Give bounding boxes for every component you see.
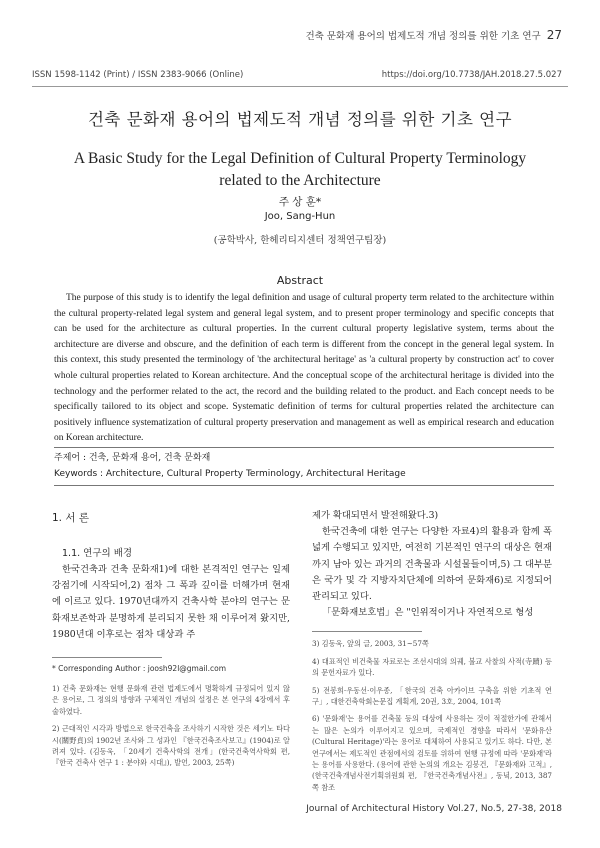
journal-footer: Journal of Architectural History Vol.27, No.5, 27-38, 2018 (306, 804, 562, 814)
keywords-english: Keywords : Architecture, Cultural Property Terminology, Architectural Heritage (54, 469, 406, 479)
title-english-line1: A Basic Study for the Legal Definition of Cultural Property Terminology (73, 150, 527, 167)
right-column (312, 508, 552, 799)
author-affiliation: (공학박사, 한헤리티지센터 정책연구팀장) (213, 235, 387, 246)
title-korean: 건축 문화재 용어의 법제도적 개념 정의를 위한 기초 연구 (87, 110, 513, 129)
intro-paragraph: 한국건축과 건축 문화재1)에 대한 본격적인 연구는 일제강점기에 시작되어,2) 점차 그 폭과 깊이를 더해가며 현재에 이르고 있다. 1970년대까지 건축사학 분야의 연구는 문화재보존학과 분명하게 분리되지 못한 채 이루어져 왔지만, 1980년대 이후로는 점차 대상과 주 (52, 564, 290, 640)
abstract-heading: Abstract (276, 274, 324, 287)
keywords-box (54, 447, 554, 486)
abstract-text: The purpose of this study is to identify the legal definition and usage of cultural property term related to the architecture within the cultural property-related legal system and general legal system, and to present proper terminology and specific concepts that can be used for the architecture as cultural properties. In the current cultural property legislative system, terms about the architecture are diverse and obscure, and the definition of each term is different from the concept in the general legal system. In this context, this study presented the terminology of 'the architectural heritage' as 'a cultural property by construction act' to cover whole cultural properties related to Korean architecture. And the conceptual scope of the architectural heritage is divided into the technology and the performer related to the act, the record and the building related to the product. and Each concept needs to be specifically tailored to its object and scope. Systematic definition of terms for cultural properties related the architecture can positively influence systematization of cultural property preservation and management as well as empirical research and education on Korean architecture. (54, 293, 554, 444)
doi-link[interactable]: https://doi.org/10.7738/JAH.2018.27.5.027 (381, 70, 562, 80)
left-column (52, 510, 290, 775)
footnote-divider-right (312, 631, 422, 632)
running-title: 건축 문화재 용어의 법제도적 개념 정의를 위한 기초 연구 (305, 31, 541, 42)
running-header (305, 28, 562, 42)
paragraph-2: 「문화재보호법」은 "인위적이거나 자연적으로 형성 (322, 607, 534, 619)
keywords-korean: 주제어 : 건축, 문화재 용어, 건축 문화재 (54, 453, 211, 463)
footnote-divider (52, 657, 162, 658)
footnote-4: 4) 대표적인 비건축물 자료로는 조선시대의 의궤, 불교 사찰의 사적(寺蹟) 등의 문헌자료가 있다. (312, 656, 552, 678)
footnote-6: 6) '문화재'는 용어를 건축물 등의 대상에 사용하는 것이 적절한가에 관해서는 많은 논의가 이루어지고 있으며, 국제적인 경향을 따라서 '문화유산(Cultural Heritage)'라는 용어로 대체하여 사용되고 있기도 하다. 다만, 본 연구에서는 제도적인 관점에서의 검토를 위하여 현행 규정에 따라 '문화재'라는 용어를 사용한다. (용어에 관한 논의의 개요는 김봉건, 『문화재와 고적』, (한국건축개념사전기획위원회 편, 『한국건축개념사전』, 동녘, 2013, 387쪽 참조 (312, 714, 552, 792)
paragraph-1: 한국건축에 대한 연구는 다양한 자료4)의 활용과 함께 폭넓게 수행되고 있지만, 여전히 기본적인 연구의 대상은 현재까지 남아 있는 과거의 건축물과 시설물들이며,5) 그 대부분은 국가 및 각 지방자치단체에 의하여 문화재6)로 지정되어 관리되고 있다. (312, 526, 552, 603)
header-divider (32, 86, 568, 87)
title-english-line2: related to the Architecture (219, 172, 381, 189)
footnote-3: 3) 김동욱, 앞의 글, 2003, 31~57쪽 (312, 639, 429, 649)
title-english (0, 148, 600, 192)
author-english: Joo, Sang-Hun (264, 211, 336, 222)
issn: ISSN 1598-1142 (Print) / ISSN 2383-9066 (Online) (32, 70, 244, 80)
continuation-text: 제가 확대되면서 발전해왔다.3) (312, 510, 439, 521)
footnote-5: 5) 전봉희·우동선·이우종, 「한국의 건축 아카이브 구축을 위한 기초적 연구」, 대한건축학회논문집 계획계, 20권, 3호, 2004, 101쪽 (312, 685, 552, 707)
footnote-2: 2) 근대적인 시각과 방법으로 한국건축을 조사하기 시작한 것은 세키노 타다시(關野貞)의 1902년 조사와 그 성과인 『한국건축조사보고』(1904)로 알려져 있다. (김동욱, 「20세기 건축사학의 전개」(한국건축역사학회 편, 『한국 건축사 연구 1 : 분야와 시대』), 발언, 2003, 25쪽) (52, 724, 290, 768)
page-number: 27 (546, 28, 562, 42)
section-title: 1. 서 론 (52, 512, 89, 524)
corresponding-author: * Corresponding Author : joosh92l@gmail.com (52, 664, 227, 674)
footnote-1: 1) 건축 문화재는 현행 문화재 관련 법제도에서 명확하게 규정되어 있지 않은 용어로, 그 정의의 방향과 구체적인 개념의 설정은 본 연구의 4장에서 후술하였다. (52, 684, 290, 716)
author-korean: 주 상 훈* (278, 196, 322, 208)
subsection-title: 1.1. 연구의 배경 (62, 548, 133, 559)
